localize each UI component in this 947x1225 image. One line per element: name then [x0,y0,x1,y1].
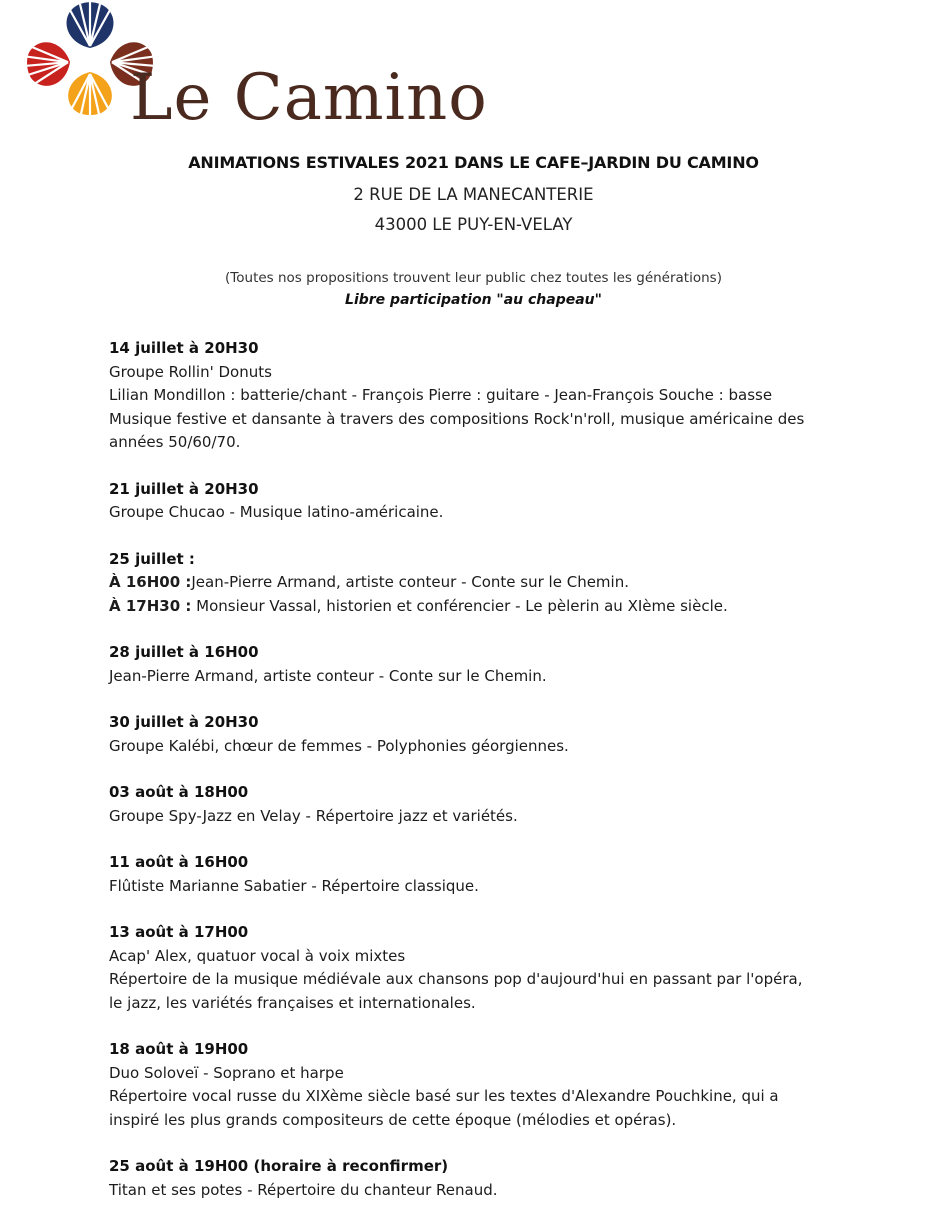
event-line: Répertoire de la musique médiévale aux chansons pop d'aujourd'hui en passant par l'opéra, [109,970,803,988]
event-line: Groupe Chucao - Musique latino-américaine. [109,503,444,521]
address-city: 43000 LE PUY-EN-VELAY [374,215,573,234]
audience-note: (Toutes nos propositions trouvent leur public chez toutes les générations) [225,270,722,286]
event-subline [109,595,869,619]
events-list [109,337,869,1225]
event-item [109,781,869,828]
event-item [109,337,869,455]
event-line: Musique festive et dansante à travers des compositions Rock'n'roll, musique américaine des [109,409,805,428]
event-time: À 17H30 : [109,596,192,615]
event-line: années 50/60/70. [109,433,241,451]
event-text: Jean-Pierre Armand, artiste conteur - Conte sur le Chemin. [191,573,629,591]
event-item [109,1155,869,1202]
event-line: Lilian Mondillon : batterie/chant - François Pierre : guitare - Jean-François Souche : basse [109,386,773,404]
event-item [109,711,869,758]
event-line: Acap' Alex, quatuor vocal à voix mixtes [109,946,406,965]
event-date: 30 juillet à 20H30 [109,713,259,731]
event-date: 11 août à 16H00 [109,853,249,871]
event-item [109,1038,869,1132]
event-time: À 16H00 : [109,573,192,591]
event-item [109,478,869,525]
event-subline [109,571,869,595]
event-line: Jean-Pierre Armand, artiste conteur - Conte sur le Chemin. [109,666,547,685]
event-date: 14 juillet à 20H30 [109,339,259,357]
event-date: 25 juillet : [109,549,195,568]
event-date: 28 juillet à 16H00 [109,643,259,661]
event-date: 18 août à 19H00 [109,1040,249,1058]
event-line: le jazz, les variétés françaises et internationales. [109,993,476,1012]
event-line: Titan et ses potes - Répertoire du chanteur Renaud. [109,1180,498,1199]
event-item [109,851,869,898]
event-line: Groupe Kalébi, chœur de femmes - Polyphonies géorgiennes. [109,736,569,755]
event-date: 13 août à 17H00 [109,923,249,941]
event-line: Duo Soloveï - Soprano et harpe [109,1063,344,1082]
event-date: 03 août à 18H00 [109,783,249,801]
event-line: Groupe Rollin' Donuts [109,362,272,381]
event-item [109,548,869,619]
event-item [109,921,869,1015]
participation-note: Libre participation "au chapeau" [345,292,602,308]
event-line: Groupe Spy-Jazz en Velay - Répertoire jazz et variétés. [109,806,518,825]
event-text: Monsieur Vassal, historien et conférencier - Le pèlerin au XIème siècle. [191,596,728,615]
event-date: 21 juillet à 20H30 [109,479,259,498]
event-line: Répertoire vocal russe du XIXème siècle basé sur les textes d'Alexandre Pouchkine, qui a [109,1087,779,1105]
brand-name: Le Camino [130,61,488,135]
event-line: inspiré les plus grands compositeurs de cette époque (mélodies et opéras). [109,1110,677,1129]
address-street: 2 RUE DE LA MANECANTERIE [353,185,594,204]
event-item [109,641,869,688]
event-line: Flûtiste Marianne Sabatier - Répertoire classique. [109,876,479,895]
page-title: ANIMATIONS ESTIVALES 2021 DANS LE CAFE–JARDIN DU CAMINO [188,153,759,172]
event-date: 25 août à 19H00 (horaire à reconfirmer) [109,1157,449,1175]
